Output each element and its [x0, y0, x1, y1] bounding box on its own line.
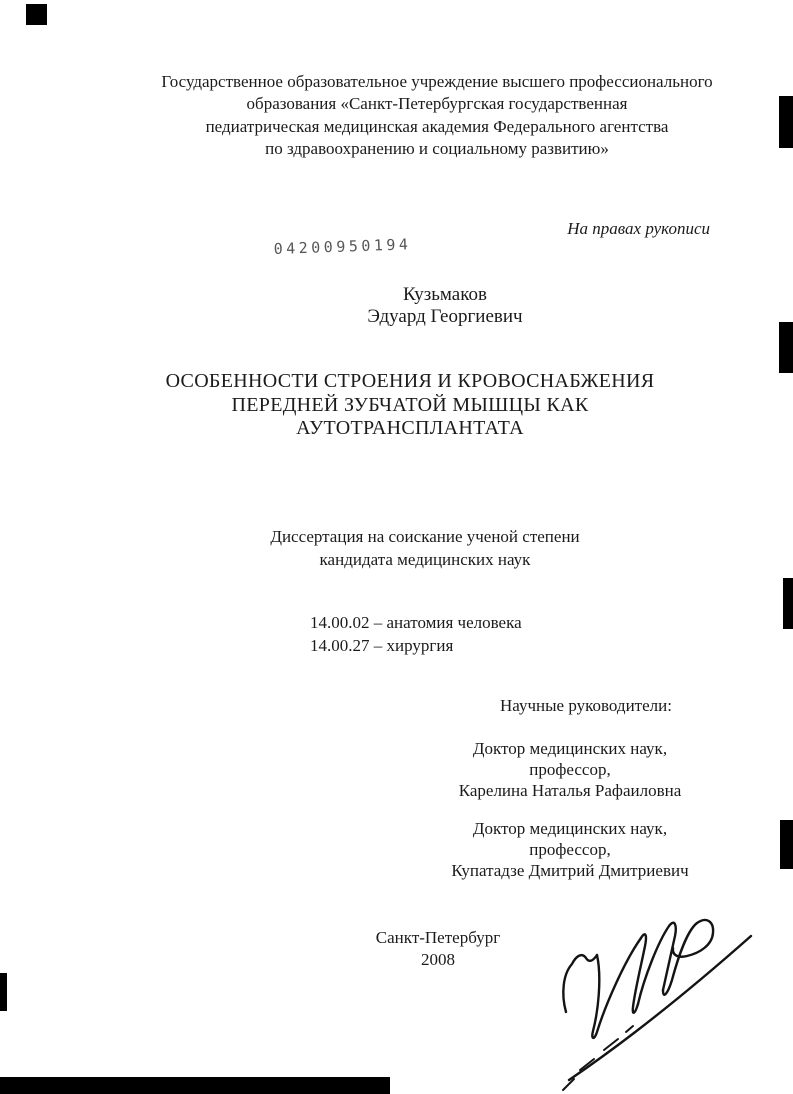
- institution-header: [104, 71, 770, 161]
- supervisor-line: Купатадзе Дмитрий Дмитриевич: [451, 861, 689, 880]
- supervisors-heading: Научные руководители:: [500, 696, 672, 715]
- stamp-number: 04200950194: [273, 235, 412, 259]
- author-surname: Кузьмаков: [403, 284, 487, 305]
- manuscript-rights-note: На правах рукописи: [567, 219, 710, 238]
- title-line: ПЕРЕДНЕЙ ЗУБЧАТОЙ МЫШЦЫ КАК: [231, 393, 589, 416]
- supervisor-line: профессор,: [529, 840, 611, 859]
- specialty-codes: [310, 611, 522, 657]
- specialty-line: 14.00.02 – анатомия человека: [310, 613, 522, 632]
- author-name-patronymic: Эдуард Георгиевич: [367, 305, 523, 327]
- degree-line: кандидата медицинских наук: [319, 550, 531, 569]
- scan-mark-left: [0, 973, 7, 1011]
- institution-line: образования «Санкт-Петербургская государственная: [246, 94, 628, 114]
- supervisor-line: Доктор медицинских наук,: [472, 739, 668, 758]
- supervisor-line: Карелина Наталья Рафаиловна: [458, 781, 682, 800]
- institution-line: по здравоохранению и социальному развитию»: [265, 139, 609, 159]
- supervisor-line: Доктор медицинских наук,: [472, 819, 668, 838]
- scan-mark-right-2: [779, 322, 793, 373]
- scan-mark-bottom: [0, 1077, 390, 1094]
- scan-mark-right-3: [783, 578, 793, 629]
- scan-mark-right-1: [779, 96, 793, 148]
- scan-mark-right-4: [780, 820, 793, 869]
- imprint-year: 2008: [421, 949, 455, 969]
- scan-mark-top-left: [26, 4, 47, 25]
- imprint-city: Санкт-Петербург: [375, 928, 501, 947]
- dissertation-title: [50, 370, 770, 441]
- supervisor-line: профессор,: [529, 760, 611, 779]
- title-line: ОСОБЕННОСТИ СТРОЕНИЯ И КРОВОСНАБЖЕНИЯ: [165, 370, 655, 392]
- handwritten-signature: [530, 890, 793, 1094]
- supervisor-first: [420, 738, 720, 801]
- institution-line: педиатрическая медицинская академия Федерального агентства: [205, 116, 669, 136]
- supervisor-second: [420, 818, 720, 881]
- specialty-line: 14.00.27 – хирургия: [310, 636, 454, 655]
- author-name: [295, 284, 595, 327]
- degree-line: Диссертация на соискание ученой степени: [270, 527, 580, 546]
- institution-line: Государственное образовательное учреждение высшего профессионального: [161, 72, 713, 91]
- degree-statement: [75, 525, 775, 571]
- title-line: АУТОТРАНСПЛАНТАТА: [296, 417, 524, 439]
